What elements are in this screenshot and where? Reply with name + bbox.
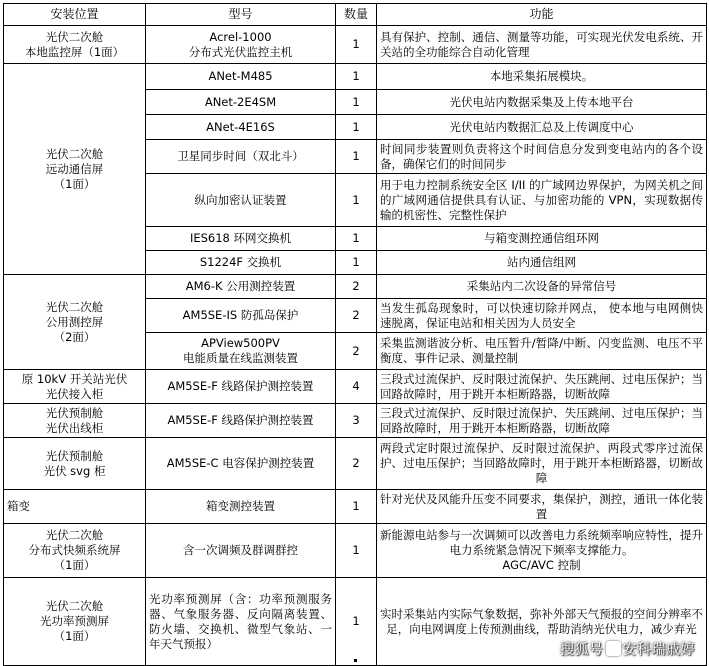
cell-function: 采集监测谐波分析、电压暂升/暂降/中断、闪变监测、电压不平衡度、事件记录、测量控制 <box>377 333 707 370</box>
cell-qty: 1 <box>336 174 377 227</box>
table-header-row <box>4 4 707 26</box>
cell-location: 光伏预制舱 光伏 svg 柜 <box>4 438 146 490</box>
header-location: 安装位置 <box>4 4 146 26</box>
cell-qty: 1 <box>336 490 377 524</box>
cell-model: 卫星同步时间（双北斗） <box>146 140 336 174</box>
header-model: 型号 <box>146 4 336 26</box>
cell-qty: 3 <box>336 404 377 438</box>
watermark-prefix: 搜狐号 <box>560 642 604 658</box>
table-row <box>4 370 707 404</box>
table-row <box>4 275 707 299</box>
cell-function: 当发生孤岛现象时，可以快速切除并网点， 使本地与电网侧快速脱离，保证电站和相关因为人员安全 <box>377 299 707 333</box>
cell-location: 原 10kV 开关站光伏 光伏接入柜 <box>4 370 146 404</box>
cell-function: 用于电力控制系统安全区 I/II 的广域网边界保护，为网关机之间的广域网通信提供具有认证、与加密功能的 VPN，实现数据传输的机密性、完整性保护 <box>377 174 707 227</box>
equipment-table <box>3 3 707 666</box>
cell-qty: 1 <box>336 26 377 64</box>
table-row <box>4 490 707 524</box>
cell-model: 纵向加密认证装置 <box>146 174 336 227</box>
cell-qty: 2 <box>336 275 377 299</box>
stray-dot <box>354 659 357 662</box>
cell-qty: 1 <box>336 227 377 251</box>
cell-model: 箱变测控装置 <box>146 490 336 524</box>
watermark-suffix: 安科瑞戚婷 <box>622 642 695 658</box>
cell-model: APView500PV 电能质量在线监测装置 <box>146 333 336 370</box>
cell-model: AM5SE-IS 防孤岛保护 <box>146 299 336 333</box>
cell-function: 三段式过流保护、反时限过流保护、失压跳闸、过电压保护；当回路故障时，用于跳开本柜断路器，切断故障 <box>377 370 707 404</box>
cell-qty: 1 <box>336 251 377 275</box>
cell-model: ANet-2E4SM <box>146 90 336 115</box>
cell-function: 站内通信组网 <box>377 251 707 275</box>
cell-qty: 2 <box>336 299 377 333</box>
cell-function: 两段式定时限过流保护、反时限过流保护、两段式零序过流保护、过电压保护；当回路故障时，用于跳开本柜断路器，切断故障 <box>377 438 707 490</box>
cell-model: ANet-M485 <box>146 64 336 90</box>
cell-qty: 1 <box>336 524 377 578</box>
cell-qty: 2 <box>336 333 377 370</box>
cell-location: 光伏预制舱 光伏出线柜 <box>4 404 146 438</box>
table-row <box>4 26 707 64</box>
table-row <box>4 438 707 490</box>
cell-qty: 2 <box>336 438 377 490</box>
cell-function: 时间同步装置则负责将这个时间信息分发到变电站内的各个设备，确保它们的时间同步 <box>377 140 707 174</box>
cell-model: 含一次调频及群调群控 <box>146 524 336 578</box>
cell-location: 光伏二次舱 远动通信屏 （1面） <box>4 64 146 275</box>
table-row <box>4 404 707 438</box>
cell-qty: 1 <box>336 90 377 115</box>
cell-qty: 1 <box>336 115 377 140</box>
cell-function: 光伏电站内数据采集及上传本地平台 <box>377 90 707 115</box>
cell-function: 针对光伏及风能升压变不同要求，集保护，测控，通讯一体化装置 <box>377 490 707 524</box>
cell-function: 具有保护、控制、通信、测量等功能，可实现光伏发电系统、开关站的全功能综合自动化管理 <box>377 26 707 64</box>
cell-model: IES618 环网交换机 <box>146 227 336 251</box>
cell-qty: 1 <box>336 140 377 174</box>
cell-model: AM6-K 公用测控装置 <box>146 275 336 299</box>
cell-location: 光伏二次舱 光功率预测屏 （1面） <box>4 578 146 666</box>
cell-function: 三段式过流保护、反时限过流保护、失压跳闸、过电压保护；当回路故障时，用于跳开本柜断路器，切断故障 <box>377 404 707 438</box>
cell-model: ANet-4E16S <box>146 115 336 140</box>
cell-function: 实时采集站内实际气象数据，弥补外部天气预报的空间分辨率不足，向电网调度上传预测曲线，帮助消纳光伏电力，减少弃光 <box>377 578 707 666</box>
cell-model: S1224F 交换机 <box>146 251 336 275</box>
cell-model: Acrel-1000 分布式光伏监控主机 <box>146 26 336 64</box>
cell-location: 箱变 <box>4 490 146 524</box>
table-row <box>4 524 707 578</box>
cell-function: 光伏电站内数据汇总及上传调度中心 <box>377 115 707 140</box>
cell-model: AM5SE-C 电容保护测控装置 <box>146 438 336 490</box>
cell-location: 光伏二次舱 公用测控屏 （2面） <box>4 275 146 370</box>
header-qty: 数量 <box>336 4 377 26</box>
cell-model: 光功率预测屏（含：功率预测服务器、气象服务器、反向隔离装置、防火墙、交换机、微型气象站、一年天气预报） <box>146 578 336 666</box>
cell-qty: 1 <box>336 64 377 90</box>
watermark <box>560 639 695 659</box>
cell-function: 新能源电站参与一次调频可以改善电力系统频率响应特性，提升电力系统紧急情况下频率支撑能力。 AGC/AVC 控制 <box>377 524 707 578</box>
header-function: 功能 <box>377 4 707 26</box>
cell-function: 与箱变测控通信组环网 <box>377 227 707 251</box>
watermark-logo-icon <box>606 641 621 656</box>
cell-model: AM5SE-F 线路保护测控装置 <box>146 404 336 438</box>
cell-qty: 1 <box>336 578 377 666</box>
cell-qty: 4 <box>336 370 377 404</box>
cell-model: AM5SE-F 线路保护测控装置 <box>146 370 336 404</box>
cell-function: 采集站内二次设备的异常信号 <box>377 275 707 299</box>
cell-location: 光伏二次舱 分布式快频系统屏 （1面） <box>4 524 146 578</box>
table-row <box>4 64 707 90</box>
cell-location: 光伏二次舱 本地监控屏（1面） <box>4 26 146 64</box>
cell-function: 本地采集拓展模块。 <box>377 64 707 90</box>
